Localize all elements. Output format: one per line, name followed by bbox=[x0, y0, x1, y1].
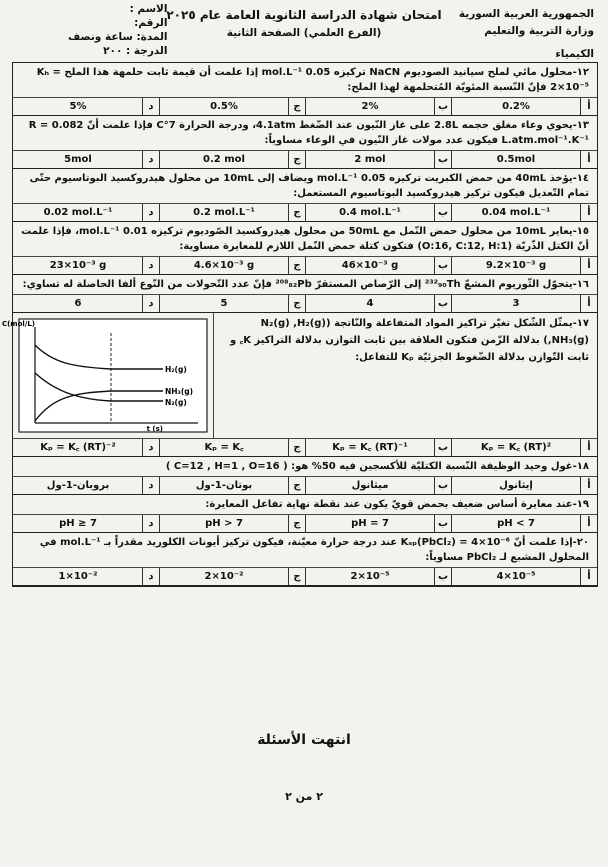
option-letter: أ bbox=[580, 98, 597, 115]
exam-header bbox=[8, 4, 600, 62]
option-letter: أ bbox=[580, 257, 597, 274]
option-letter: أ bbox=[580, 515, 597, 532]
option-2[interactable] bbox=[305, 568, 451, 585]
option-letter: ج bbox=[288, 98, 305, 115]
option-letter: ب bbox=[434, 98, 451, 115]
question-text: ١٨-غول وحيد الوظيفة النّسبة الكتليّة للأكسجين فيه 50% هو: ( C=12 , H=1 , O=16 ) bbox=[13, 457, 597, 477]
options-row bbox=[13, 439, 597, 457]
option-letter: د bbox=[142, 295, 159, 312]
option-letter: د bbox=[142, 568, 159, 585]
option-letter: أ bbox=[580, 295, 597, 312]
option-value: 0.4 mol.L⁻¹ bbox=[305, 204, 434, 221]
option-value: 4.6×10⁻³ g bbox=[159, 257, 288, 274]
x-axis-label: t (s) bbox=[146, 425, 163, 433]
option-value: 5mol bbox=[64, 154, 92, 165]
option-2[interactable] bbox=[305, 295, 451, 312]
option-value: 0.5mol bbox=[451, 151, 580, 168]
option-value: Kₚ = K꜀ bbox=[159, 439, 288, 456]
option-value: 23×10⁻³ g bbox=[49, 260, 107, 271]
option-4[interactable] bbox=[14, 257, 159, 274]
nh3-label: NH₃(g) bbox=[165, 387, 194, 396]
option-value: 0.02 mol.L⁻¹ bbox=[43, 207, 113, 218]
option-value: 0.5% bbox=[159, 98, 288, 115]
option-value: pH ≥ 7 bbox=[59, 518, 97, 529]
questions-group-b bbox=[13, 457, 597, 586]
option-letter: ج bbox=[288, 568, 305, 585]
option-1[interactable] bbox=[451, 568, 597, 585]
option-letter: د bbox=[142, 257, 159, 274]
options-row bbox=[13, 98, 597, 116]
option-3[interactable] bbox=[159, 98, 305, 115]
question-text: ١٤-يؤخذ 40mL من حمض الكبريت تركيزه 0.05 mol.L⁻¹ ويضاف إلى 10mL من محلول هيدروكسيد البوتاسيوم حتّى تمام التّعديل فيكون تركيز هيدروكسيد البوتاسيوم المستعمل: bbox=[13, 169, 597, 204]
option-1[interactable] bbox=[451, 439, 597, 456]
option-letter: أ bbox=[580, 568, 597, 585]
duration-label: المدة: ساعة ونصف bbox=[68, 31, 168, 43]
number-label: الرقم: bbox=[134, 17, 168, 29]
option-3[interactable] bbox=[159, 151, 305, 168]
option-value: 6 bbox=[74, 298, 82, 309]
option-letter: أ bbox=[580, 477, 597, 494]
option-value: بروبان-1-ول bbox=[46, 480, 110, 491]
option-4[interactable] bbox=[14, 477, 159, 494]
option-value: إيثانول bbox=[451, 477, 580, 494]
question-17-options bbox=[13, 439, 597, 457]
option-value: 4 bbox=[305, 295, 434, 312]
option-letter: ج bbox=[288, 151, 305, 168]
option-value: 1×10⁻² bbox=[58, 571, 98, 582]
question-17 bbox=[1, 313, 597, 439]
option-1[interactable] bbox=[451, 204, 597, 221]
option-letter: د bbox=[142, 477, 159, 494]
option-2[interactable] bbox=[305, 151, 451, 168]
option-letter: ب bbox=[434, 295, 451, 312]
option-letter: د bbox=[142, 151, 159, 168]
y-axis-label: C(mol/L) bbox=[1, 320, 35, 328]
option-3[interactable] bbox=[159, 515, 305, 532]
option-2[interactable] bbox=[305, 477, 451, 494]
exam-page bbox=[1, 3, 600, 859]
option-4[interactable] bbox=[14, 439, 159, 456]
option-value: 2×10⁻² bbox=[159, 568, 288, 585]
option-3[interactable] bbox=[159, 295, 305, 312]
option-value: Kₚ = K꜀ (RT)⁻¹ bbox=[305, 439, 434, 456]
question-17-text: ١٧-يمثّل الشّكل تغيّر تراكيز المواد المتفاعلة والنّاتجة (N₂(g) ,H₂(g) ,NH₃(g)) بدلالة الزّمن فتكون العلاقة بين ثابت التوازن بدلالة التراكيز K꜀ و ثابت التّوازن بدلالة الضّغوط الجزئيّة Kₚ للتفاعل: bbox=[230, 318, 589, 363]
option-1[interactable] bbox=[451, 295, 597, 312]
option-3[interactable] bbox=[159, 257, 305, 274]
option-2[interactable] bbox=[305, 257, 451, 274]
option-4[interactable] bbox=[14, 151, 159, 168]
n2-label: N₂(g) bbox=[165, 398, 187, 407]
grade-label: الدرجة : ٢٠٠ bbox=[103, 45, 168, 57]
question-text: ١٩-عند معايرة أساس ضعيف بحمض قويّ يكون عند نقطة نهاية تفاعل المعايرة: bbox=[13, 495, 597, 515]
option-value: بوتان-1-ول bbox=[159, 477, 288, 494]
option-value: Kₚ = K꜀ (RT)⁻² bbox=[40, 442, 116, 453]
option-letter: ج bbox=[288, 477, 305, 494]
option-letter: ج bbox=[288, 295, 305, 312]
option-letter: ب bbox=[434, 439, 451, 456]
options-row bbox=[13, 515, 597, 533]
option-4[interactable] bbox=[14, 295, 159, 312]
option-value: 5% bbox=[69, 101, 87, 112]
option-letter: د bbox=[142, 98, 159, 115]
option-letter: د bbox=[142, 204, 159, 221]
concentration-graph-svg bbox=[1, 313, 213, 438]
option-letter: ج bbox=[288, 439, 305, 456]
option-letter: ج bbox=[288, 204, 305, 221]
option-2[interactable] bbox=[305, 515, 451, 532]
option-value: pH > 7 bbox=[159, 515, 288, 532]
option-value: Kₚ = K꜀ (RT)² bbox=[451, 439, 580, 456]
option-value: 4×10⁻⁵ bbox=[451, 568, 580, 585]
question-text: ١٥-يعاير 10mL من محلول حمض النّمل مع 50mL من محلول هيدروكسيد الصّوديوم تركيزه 0.01 mol.L⁻¹، فإذا علمت أنّ الكتل الذّريّة (O:16, C:12, H:1) فتكون كتلة حمض النّمل اللازم للمعايرة مساوية: bbox=[13, 222, 597, 257]
option-1[interactable] bbox=[451, 515, 597, 532]
option-letter: ب bbox=[434, 151, 451, 168]
option-1[interactable] bbox=[451, 257, 597, 274]
h2-label: H₂(g) bbox=[165, 365, 187, 374]
page-number: ٢ من ٢ bbox=[285, 790, 323, 803]
option-letter: ج bbox=[288, 257, 305, 274]
ministry-name: وزارة التربية والتعليم bbox=[484, 25, 594, 37]
option-value: 3 bbox=[451, 295, 580, 312]
option-letter: د bbox=[142, 439, 159, 456]
option-letter: ج bbox=[288, 515, 305, 532]
option-value: 0.04 mol.L⁻¹ bbox=[451, 204, 580, 221]
option-letter: ب bbox=[434, 257, 451, 274]
option-letter: أ bbox=[580, 151, 597, 168]
option-4[interactable] bbox=[14, 515, 159, 532]
option-value: 0.2 mol.L⁻¹ bbox=[159, 204, 288, 221]
option-2[interactable] bbox=[305, 98, 451, 115]
option-letter: ب bbox=[434, 477, 451, 494]
country-name: الجمهورية العربية السورية bbox=[458, 8, 594, 20]
concentration-graph bbox=[1, 313, 214, 438]
option-value: pH = 7 bbox=[305, 515, 434, 532]
option-3[interactable] bbox=[159, 439, 305, 456]
question-text: ١٢-محلول مائي لملح سيانيد الصوديوم NaCN تركيزه 0.05 mol.L⁻¹ إذا علمت أن قيمة ثابت حلمهة هذا الملح Kₕ = 2×10⁻⁵ فإنّ النّسبة المئويّة المُتحلمهة لهذا الملح: bbox=[13, 63, 597, 98]
options-row bbox=[13, 257, 597, 275]
option-3[interactable] bbox=[159, 477, 305, 494]
option-2[interactable] bbox=[305, 439, 451, 456]
options-row bbox=[13, 151, 597, 169]
option-value: 0.2% bbox=[451, 98, 580, 115]
end-of-questions: انتهت الأسئلة bbox=[257, 732, 351, 748]
options-row bbox=[13, 295, 597, 313]
option-letter: أ bbox=[580, 204, 597, 221]
option-value: 5 bbox=[159, 295, 288, 312]
header-left bbox=[68, 2, 167, 58]
option-value: ميثانول bbox=[305, 477, 434, 494]
question-text: ٢٠-إذا علمت أنّ Kₛₚ(PbCl₂) = 4×10⁻⁶ عند درجة حرارة معيّنة، فيكون تركيز أيونات الكلوريد مقدراً بـ mol.L⁻¹ في المحلول المشبع لـ PbCl₂ مساوياً: bbox=[13, 533, 597, 568]
subject-name: الكيمياء bbox=[555, 48, 594, 60]
option-letter: ب bbox=[434, 515, 451, 532]
branch-page: (الفرع العلمي) الصفحة الثانية bbox=[226, 27, 382, 39]
option-value: 2 mol bbox=[305, 151, 434, 168]
option-4[interactable] bbox=[14, 204, 159, 221]
option-1[interactable] bbox=[451, 98, 597, 115]
option-value: 2×10⁻⁵ bbox=[305, 568, 434, 585]
option-4[interactable] bbox=[14, 98, 159, 115]
exam-title: امتحان شهادة الدراسة الثانوية العامة عام ٢٠٢٥ bbox=[166, 8, 442, 22]
graph-frame bbox=[19, 319, 207, 432]
question-text: ١٣-يحوي وعاء مغلق حجمه 2.8L على غاز النّيون عند الضّغط 4.1atm، ودرجة الحرارة 7°C فإذا علمت أنّ R = 0.082 L.atm.mol⁻¹.K⁻¹ فيكون عدد مولات غاز النّيون في الوعاء مساوياً: bbox=[13, 116, 597, 151]
option-2[interactable] bbox=[305, 204, 451, 221]
option-value: 2% bbox=[305, 98, 434, 115]
questions-group-a bbox=[13, 63, 597, 313]
options-row bbox=[13, 568, 597, 586]
options-row bbox=[13, 477, 597, 495]
option-value: 46×10⁻³ g bbox=[305, 257, 434, 274]
option-value: pH < 7 bbox=[451, 515, 580, 532]
questions-box bbox=[1, 62, 598, 587]
option-value: 0.2 mol bbox=[159, 151, 288, 168]
option-letter: ب bbox=[434, 204, 451, 221]
option-3[interactable] bbox=[159, 568, 305, 585]
option-3[interactable] bbox=[159, 204, 305, 221]
option-letter: أ bbox=[580, 439, 597, 456]
option-letter: ب bbox=[434, 568, 451, 585]
option-4[interactable] bbox=[14, 568, 159, 585]
question-text: ١٦-يتحوّل الثّوريوم المشعّ ²³²₉₀Th إلى الرّصاص المستقرّ ²⁰⁸₈₂Pb فإنّ عدد التّحولات من النّوع ألفا الحاصلة له تساوي: bbox=[13, 275, 597, 295]
option-letter: د bbox=[142, 515, 159, 532]
options-row bbox=[13, 204, 597, 222]
option-1[interactable] bbox=[451, 477, 597, 494]
option-value: 9.2×10⁻³ g bbox=[451, 257, 580, 274]
option-1[interactable] bbox=[451, 151, 597, 168]
name-label: الاسم : bbox=[129, 3, 168, 15]
